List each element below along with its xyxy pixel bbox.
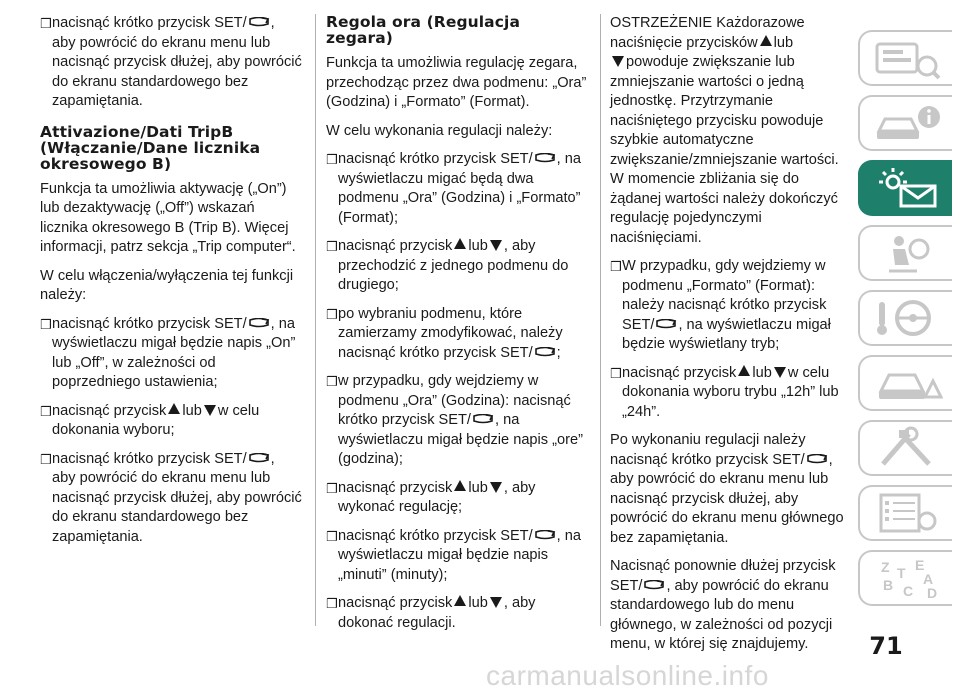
maintenance-tools-icon: [869, 426, 943, 470]
svg-text:E: E: [915, 557, 925, 573]
list-item: ❒ W przypadku, gdy wejdziemy w podmenu „Formato” (Format): należy nacisnąć krótko przycisk SET/ , na wyświetlaczu migał będzie wyświetlany tryb;: [610, 257, 846, 355]
column-right: [610, 14, 846, 664]
set-button-icon: [247, 318, 271, 330]
list-item: ❒ nacisnąć przycisk lub w celu dokonania wyboru;: [40, 402, 302, 441]
chapter-tabs: [858, 30, 952, 615]
up-arrow-icon: [168, 403, 180, 414]
bullet-checkbox-icon: ❒: [326, 374, 338, 389]
alphabetical-index-icon: [869, 556, 943, 600]
technical-data-list-icon: [869, 491, 943, 535]
list-item: ❒ nacisnąć krótko przycisk SET/ , na wyświetlaczu migał będzie napis „On” lub „Off”, w zależności od poprzedniego ustawienia;: [40, 315, 302, 393]
tab-car-info[interactable]: [858, 30, 952, 86]
svg-text:D: D: [927, 585, 938, 600]
list-item: ❒ nacisnąć przycisk lub , aby dokonać regulacji.: [326, 594, 588, 633]
paragraph: Funkcja ta umożliwia aktywację („On”) lub dezaktywację („Off”) wskazań licznika okresowego B (Trip B). Więcej informacji, patrz sekcja „Trip computer“.: [40, 180, 296, 255]
bullet-checkbox-icon: ❒: [40, 403, 52, 419]
set-button-icon: [533, 347, 557, 359]
up-arrow-icon: [454, 238, 466, 249]
bullet-checkbox-icon: ❒: [326, 152, 338, 167]
up-arrow-icon: [454, 595, 466, 606]
paragraph: Nacisnąć ponownie dłużej przycisk SET/ , aby powrócić do ekranu standardowego lub do menu głównego, w zależności od pozycji menu, w której się znajdujemy.: [610, 558, 836, 652]
section-heading: Attivazione/Dati TripB (Włączanie/Dane licznika okresowego B): [40, 122, 261, 173]
column-divider: [600, 14, 601, 626]
tab-warning-lights-messages[interactable]: [858, 160, 952, 216]
svg-text:C: C: [903, 583, 914, 599]
set-button-icon: [642, 580, 666, 592]
svg-text:B: B: [883, 577, 894, 593]
car-breakdown-icon: [869, 361, 943, 405]
down-arrow-icon: [774, 367, 786, 378]
set-button-icon: [533, 530, 557, 542]
list-item: ❒ w przypadku, gdy wejdziemy w podmenu „Ora” (Godzina): nacisnąć krótko przycisk SET/ , na wyświetlaczu migał będzie napis „ore” (godzina);: [326, 372, 588, 470]
set-button-icon: [471, 414, 495, 426]
set-button-icon: [247, 453, 271, 465]
list-item: ❒ nacisnąć krótko przycisk SET/ , na wyświetlaczu migał będzie napis „minuti” (minuty);: [326, 527, 588, 586]
bullet-checkbox-icon: ❒: [326, 480, 338, 496]
bullet-checkbox-icon: ❒: [610, 365, 622, 381]
up-arrow-icon: [738, 365, 750, 376]
down-arrow-icon: [490, 597, 502, 608]
up-arrow-icon: [760, 35, 772, 46]
car-info-icon: [869, 36, 943, 80]
tab-safety[interactable]: [858, 225, 952, 281]
up-arrow-icon: [454, 480, 466, 491]
down-arrow-icon: [204, 405, 216, 416]
bullet-checkbox-icon: ❒: [40, 316, 52, 332]
bullet-checkbox-icon: ❒: [326, 239, 338, 254]
tab-emergency[interactable]: [858, 355, 952, 411]
page-number: 71: [869, 632, 903, 660]
list-item: ❒ nacisnąć przycisk lub , aby przechodzić z jednego podmenu do drugiego;: [326, 237, 588, 296]
tab-car-warning-info[interactable]: [858, 95, 952, 151]
list-item: ❒ nacisnąć krótko przycisk SET/ , aby powrócić do ekranu menu lub nacisnąć przycisk dłużej, aby powrócić do ekranu standardowego bez zapamiętania.: [40, 450, 302, 548]
column-divider: [315, 14, 316, 626]
section-heading: Regola ora (Regulacja zegara): [326, 13, 521, 47]
column-middle: [326, 14, 588, 642]
bullet-checkbox-icon: ❒: [40, 451, 52, 467]
svg-text:Z: Z: [881, 559, 890, 575]
warning-paragraph: OSTRZEŻENIE Każdorazowe naciśnięcie przycisków lub powoduje zwiększanie lub zmniejszanie wartości o jedną jednostkę. Przytrzymanie naciśniętego przycisku powoduje szybkie automatyczne zwiększanie/zmniejszanie wartości. W momencie zbliżania się do żądanej wartości należy dokończyć regulację pojedynczymi naciśnięciami.: [610, 15, 839, 246]
list-item: ❒ nacisnąć przycisk lub w celu dokonania wyboru trybu „12h” lub „24h”.: [610, 364, 846, 423]
down-arrow-icon: [490, 240, 502, 251]
list-item: ❒ nacisnąć krótko przycisk SET/ , aby powrócić do ekranu menu lub nacisnąć przycisk dłużej, aby powrócić do ekranu standardowego bez zapamiętania.: [40, 14, 302, 112]
airbag-seat-icon: [869, 231, 943, 275]
paragraph: W celu włączenia/wyłączenia tej funkcji należy:: [40, 267, 294, 303]
list-item: ❒ nacisnąć krótko przycisk SET/ , na wyświetlaczu migać będą dwa podmenu „Ora” (Godzina) i „Formato” (Format);: [326, 150, 588, 228]
set-button-icon: [247, 17, 271, 29]
bullet-checkbox-icon: ❒: [326, 596, 338, 611]
steering-wheel-key-icon: [869, 296, 943, 340]
svg-text:T: T: [897, 565, 906, 581]
paragraph: W celu wykonania regulacji należy:: [326, 122, 553, 139]
paragraph: Po wykonaniu regulacji należy nacisnąć krótko przycisk SET/ , aby powrócić do ekranu menu lub nacisnąć przycisk dłużej, aby powrócić do ekranu menu głównego bez zapamiętania.: [610, 432, 844, 546]
warning-light-message-icon: [869, 166, 943, 210]
set-button-icon: [805, 454, 829, 466]
bullet-checkbox-icon: ❒: [40, 16, 52, 31]
bullet-checkbox-icon: ❒: [326, 306, 338, 322]
column-left: [40, 14, 302, 556]
watermark-text: carmanualsonline.info: [486, 660, 769, 691]
set-button-icon: [533, 153, 557, 165]
tab-starting-driving[interactable]: [858, 290, 952, 346]
down-arrow-icon: [490, 482, 502, 493]
svg-text:A: A: [923, 571, 934, 587]
tab-index[interactable]: [858, 550, 952, 606]
car-warning-info-icon: [869, 101, 943, 145]
bullet-checkbox-icon: ❒: [326, 528, 338, 544]
list-item: ❒ po wybraniu podmenu, które zamierzamy zmodyfikować, należy nacisnąć krótko przycisk SET/ ;: [326, 305, 588, 364]
paragraph: Funkcja ta umożliwia regulację zegara, przechodząc przez dwa podmenu: „Ora” (Godzina) i „Formato” (Format).: [326, 55, 587, 110]
list-item: ❒ nacisnąć przycisk lub , aby wykonać regulację;: [326, 479, 588, 518]
tab-servicing[interactable]: [858, 420, 952, 476]
bullet-checkbox-icon: ❒: [610, 259, 622, 274]
tab-technical-data[interactable]: [858, 485, 952, 541]
down-arrow-icon: [612, 56, 624, 67]
set-button-icon: [654, 319, 678, 331]
